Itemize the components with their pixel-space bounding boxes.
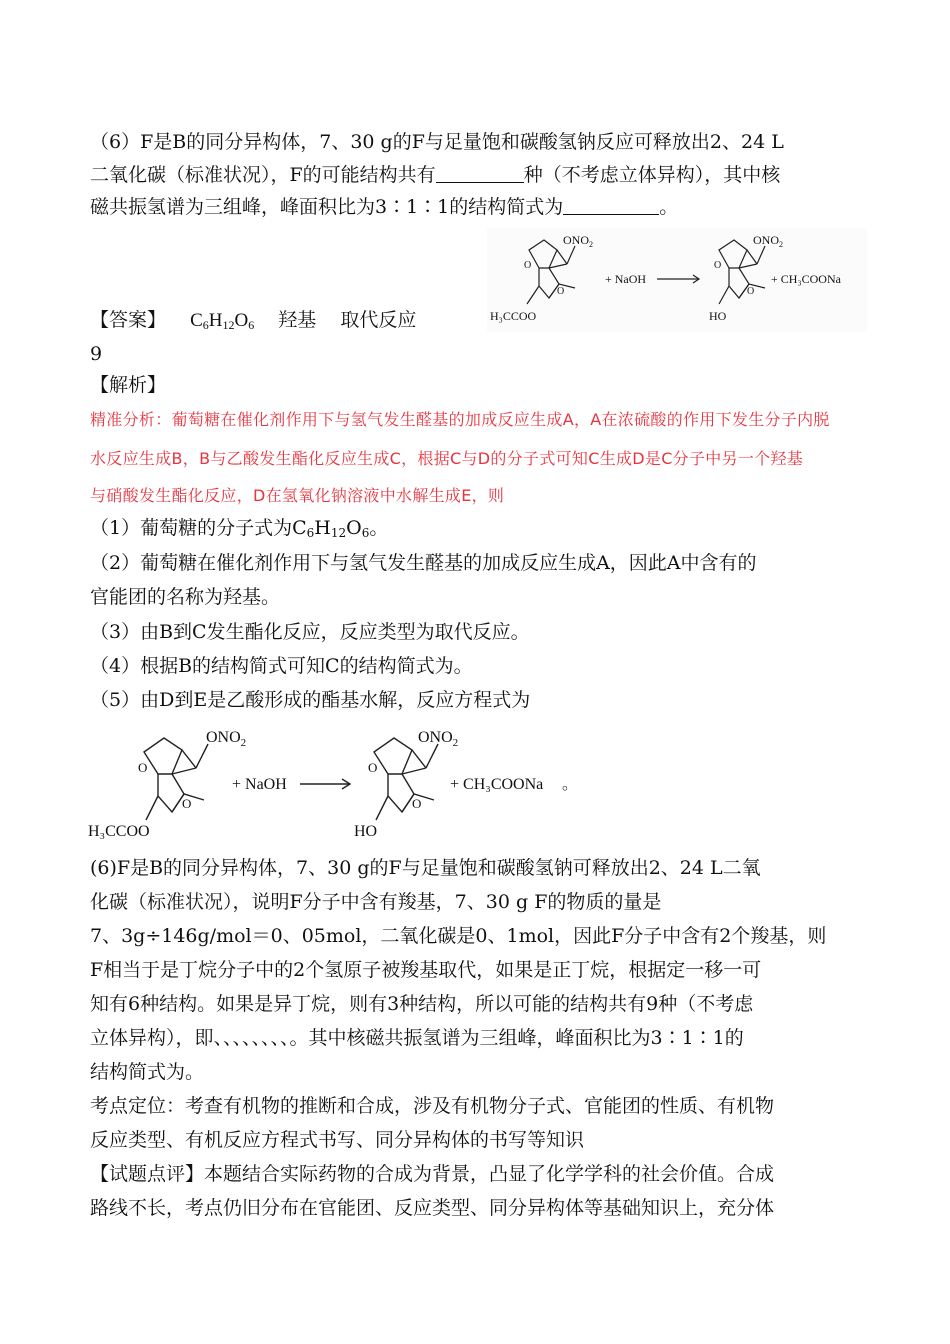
ono2-label: $ONO_2$ <box>206 729 247 749</box>
ester-label: H₃CCOO <box>490 309 537 323</box>
answer-group: 羟基 <box>278 309 317 331</box>
o-atom: O <box>747 286 755 297</box>
analysis-item-6-line-1: (6)F是B的同分异构体，7、30 g的F与足量饱和碳酸氢钠可释放出2、24 L二氧 <box>90 857 761 879</box>
review-line-2: 路线不长，考点仍旧分布在官能团、反应类型、同分异构体等基础知识上，充分体 <box>90 1197 775 1219</box>
o-atom: O <box>138 760 148 775</box>
o-atom: O <box>524 260 532 271</box>
answer-count: 9 <box>90 343 103 365</box>
answer-reaction-type: 取代反应 <box>340 309 417 331</box>
analysis-item-6-line-4: F相当于是丁烷分子中的2个氢原子被羧基取代，如果是正丁烷，根据定一移一可 <box>90 959 762 981</box>
period: 。 <box>562 776 579 793</box>
q6-text: 二氧化碳（标准状况），F的可能结构共有 <box>90 164 436 186</box>
answer-line <box>90 308 870 333</box>
hydroxyl-label: HO <box>354 823 378 840</box>
analysis-item-4: （4）根据B的结构简式可知C的结构简式为。 <box>90 655 473 677</box>
byproduct-label: + CH₃COONa <box>450 776 544 793</box>
o-atom: O <box>412 796 422 811</box>
analysis-label: 【解析】 <box>90 374 167 396</box>
reaction-scheme-large <box>88 722 588 846</box>
hydroxyl-label: HO <box>709 309 727 323</box>
kaodian-line-2: 反应类型、有机反应方程式书写、同分异构体的书写等知识 <box>90 1129 585 1151</box>
analysis-item-2-line-2: 官能团的名称为羟基。 <box>90 586 281 608</box>
answer-blank <box>563 196 659 215</box>
analysis-red-line-3: 与硝酸发生酯化反应，D在氢氧化钠溶液中水解生成E，则 <box>90 486 505 505</box>
analysis-item-5: （5）由D到E是乙酸形成的酯基水解，反应方程式为 <box>90 689 531 711</box>
answer-formula: $C_6H_{12}O_6$ <box>190 310 255 332</box>
q6-text: 。 <box>659 196 679 218</box>
analysis-item-6-line-7: 结构简式为。 <box>90 1061 205 1083</box>
ono2-label: $ONO_2$ <box>563 233 593 249</box>
analysis-item-2-line-1: （2）葡萄糖在催化剂作用下与氢气发生醛基的加成反应生成A，因此A中含有的 <box>90 552 757 574</box>
analysis-red-line-1: 精准分析：葡萄糖在催化剂作用下与氢气发生醛基的加成反应生成A，A在浓硫酸的作用下发生分子内脱 <box>90 410 830 429</box>
analysis-item-1: （1）葡萄糖的分子式为$C_6H_{12}O_6$。 <box>90 517 389 540</box>
byproduct-label: + CH₃COONa <box>771 272 841 286</box>
naoh-label: + NaOH <box>605 272 647 286</box>
question-6-line-3 <box>90 195 870 219</box>
answer-label: 【答案】 <box>90 309 167 331</box>
o-atom: O <box>714 260 722 271</box>
analysis-item-3: （3）由B到C发生酯化反应，反应类型为取代反应。 <box>90 621 530 643</box>
naoh-label: + NaOH <box>232 776 287 793</box>
question-6-line-1: （6）F是B的同分异构体，7、30 g的F与足量饱和碳酸氢钠反应可释放出2、24 L <box>90 131 784 153</box>
product-ono2-label: $ONO_2$ <box>753 233 783 249</box>
analysis-item-6-line-2: 化碳（标准状况），说明F分子中含有羧基，7、30 g F的物质的量是 <box>90 891 662 913</box>
q6-text: 种（不考虑立体异构），其中核 <box>523 164 781 186</box>
ester-label: H₃CCOO <box>88 823 150 840</box>
analysis-item-6-line-6: 立体异构），即、、、、、、、、。其中核磁共振氢谱为三组峰，峰面积比为3∶1∶1的 <box>90 1027 744 1049</box>
o-atom: O <box>368 760 378 775</box>
question-6-line-2 <box>90 163 870 187</box>
analysis-item-6-line-3: 7、3g÷146g/mol＝0、05mol，二氧化碳是0、1mol，因此F分子中含有2个羧基，则 <box>90 925 827 947</box>
o-atom: O <box>557 286 565 297</box>
answer-blank <box>436 164 524 183</box>
analysis-red-line-2: 水反应生成B，B与乙酸发生酯化反应生成C，根据C与D的分子式可知C生成D是C分子中另一个羟基 <box>90 449 804 468</box>
kaodian-line-1: 考点定位：考查有机物的推断和合成，涉及有机物分子式、官能团的性质、有机物 <box>90 1095 775 1117</box>
o-atom: O <box>182 796 192 811</box>
review-line-1: 【试题点评】本题结合实际药物的合成为背景，凸显了化学学科的社会价值。合成 <box>90 1163 775 1185</box>
analysis-item-6-line-5: 知有6种结构。如果是异丁烷，则有3种结构，所以可能的结构共有9种（不考虑 <box>90 993 754 1015</box>
q6-text: 磁共振氢谱为三组峰，峰面积比为3∶1∶1的结构简式为 <box>90 196 564 218</box>
product-ono2-label: $ONO_2$ <box>418 729 459 749</box>
